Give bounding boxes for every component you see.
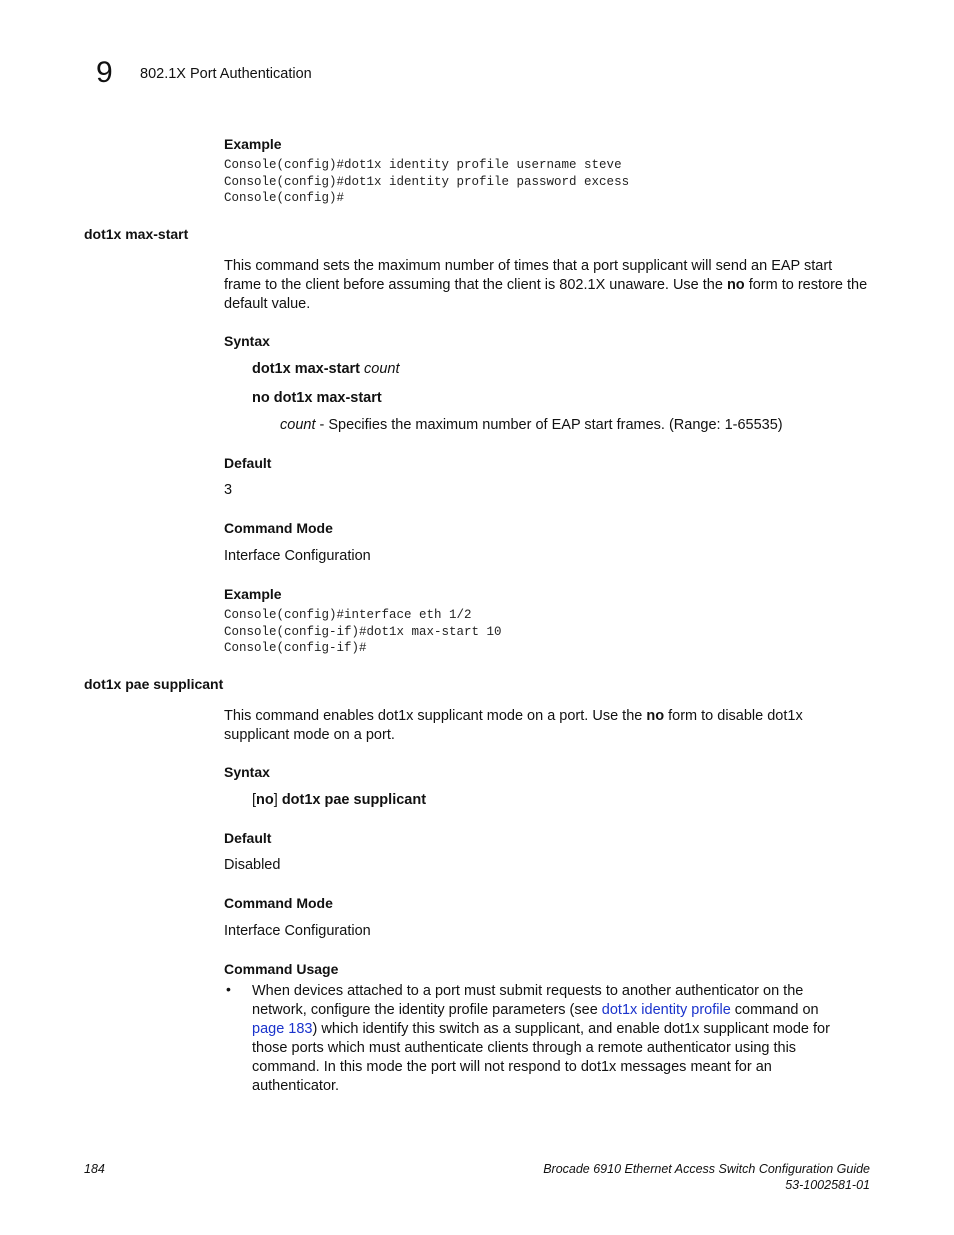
section-title-max-start: dot1x max-start — [84, 226, 189, 242]
code-line: Console(config-if)#dot1x max-start 10 — [224, 624, 502, 639]
link-dot1x-identity-profile[interactable]: dot1x identity profile — [601, 1002, 731, 1018]
example-code-block — [224, 157, 629, 207]
syntax-no-command: no dot1x max-start — [252, 390, 382, 406]
command-usage-heading: Command Usage — [224, 961, 339, 977]
code-line: Console(config-if)# — [224, 641, 367, 655]
syntax-command: dot1x max-start count — [252, 361, 400, 377]
code-line: Console(config)#dot1x identity profile password excess — [224, 174, 630, 189]
bullet-icon: • — [226, 981, 231, 997]
no-keyword: no — [646, 708, 665, 724]
example-code-block — [224, 607, 502, 657]
default-value: Disabled — [224, 857, 281, 873]
syntax-command: [no] dot1x pae supplicant — [252, 792, 427, 808]
syntax-heading: Syntax — [224, 333, 270, 349]
chapter-title: 802.1X Port Authentication — [140, 66, 312, 82]
example-heading: Example — [224, 136, 282, 152]
command-mode-value: Interface Configuration — [224, 548, 371, 564]
default-value: 3 — [224, 482, 233, 498]
command-mode-value: Interface Configuration — [224, 923, 371, 939]
page-number: 184 — [84, 1162, 105, 1176]
pae-description: This command enables dot1x supplicant mode on a port. Use the no form to disable dot1x supplicant mode on a port. — [224, 708, 803, 743]
command-usage-text: When devices attached to a port must submit requests to another authenticator on the network, configure the identity profile parameters (see dot1x identity profile command on page 183) which identify this switch as a supplicant, and enable dot1x supplicant mode for those ports which must authenticate clients through a remote authenticator using this command. In this mode the port will not respond to dot1x messages meant for an authenticator. — [252, 983, 830, 1094]
document-number: 53-1002581-01 — [785, 1178, 870, 1192]
section-title-pae-supplicant: dot1x pae supplicant — [84, 676, 224, 692]
code-line: Console(config)# — [224, 191, 345, 205]
link-page-183[interactable]: page 183 — [252, 1021, 313, 1037]
example-heading: Example — [224, 586, 282, 602]
no-keyword: no — [726, 277, 745, 293]
parameter-description: count - Specifies the maximum number of EAP start frames. (Range: 1-65535) — [280, 417, 783, 433]
syntax-heading: Syntax — [224, 764, 270, 780]
max-start-description: This command sets the maximum number of times that a port supplicant will send an EAP start frame to the client before assuming that the client is 802.1X unaware. Use the no form to restore the default value. — [224, 258, 868, 312]
code-line: Console(config)#interface eth 1/2 — [224, 608, 472, 622]
command-mode-heading: Command Mode — [224, 520, 333, 536]
command-mode-heading: Command Mode — [224, 895, 333, 911]
code-line: Console(config)#dot1x identity profile username steve — [224, 158, 622, 172]
default-heading: Default — [224, 830, 272, 846]
default-heading: Default — [224, 455, 272, 471]
chapter-number: 9 — [96, 56, 113, 89]
document-title: Brocade 6910 Ethernet Access Switch Configuration Guide — [543, 1162, 870, 1176]
